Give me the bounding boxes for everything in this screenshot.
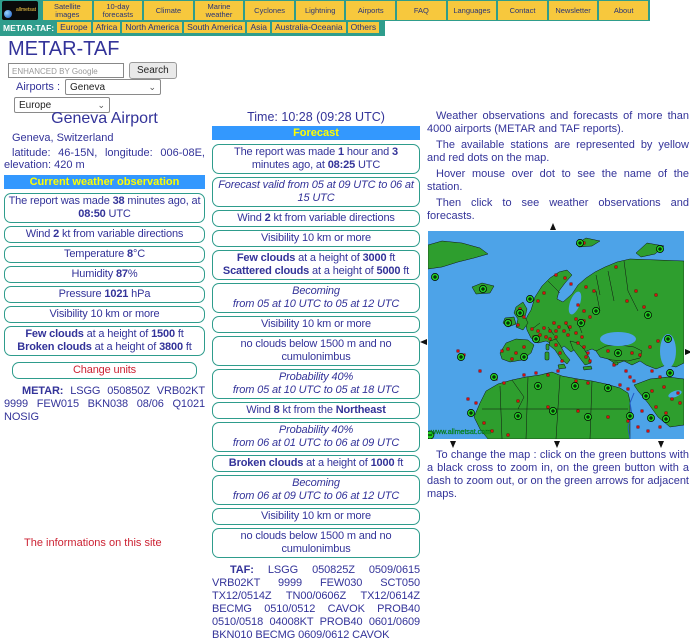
station-dot[interactable] bbox=[569, 326, 571, 328]
nav-button-cyclones[interactable]: Cyclones bbox=[245, 1, 294, 20]
forecast-header: Forecast bbox=[212, 126, 420, 140]
info-paragraph-3: Hover mouse over dot to see the name of the station. bbox=[427, 168, 689, 193]
station-name: Geneva Airport bbox=[51, 110, 158, 127]
nav-button-lightning[interactable]: Lightning bbox=[296, 1, 345, 20]
metar-report bbox=[4, 385, 205, 424]
airport-select-value: Geneva bbox=[70, 81, 106, 93]
station-dot[interactable] bbox=[583, 310, 585, 312]
map-north-arrow[interactable] bbox=[550, 223, 556, 230]
map-zoom-in-button[interactable] bbox=[457, 353, 464, 360]
station-elevation: elevation: 420 m bbox=[4, 159, 85, 171]
station-dot[interactable] bbox=[577, 304, 579, 306]
region-tab-north-america[interactable]: North America bbox=[122, 22, 182, 33]
chevron-down-icon: ⌄ bbox=[148, 81, 157, 92]
region-tab-europe[interactable]: Europe bbox=[57, 22, 90, 33]
map-zoom-in-button[interactable] bbox=[666, 369, 673, 376]
map-east-arrow[interactable] bbox=[685, 349, 690, 355]
forecast-box-9: Probability 40% from 05 at 10 UTC to 05 at 18 UTC bbox=[212, 369, 420, 399]
forecast-boxes bbox=[212, 144, 420, 558]
map-zoom-in-button[interactable] bbox=[571, 382, 578, 389]
station-dot[interactable] bbox=[563, 330, 565, 332]
region-tab-africa[interactable]: Africa bbox=[93, 22, 121, 33]
nav-button-languages[interactable]: Languages bbox=[448, 1, 497, 20]
nav-button-contact[interactable]: Contact bbox=[498, 1, 547, 20]
forecast-box-4: Visibility 10 km or more bbox=[212, 230, 420, 247]
map-zoom-in-button[interactable] bbox=[662, 415, 669, 422]
station-dot[interactable] bbox=[558, 326, 560, 328]
forecast-box-2: Forecast valid from 05 at 09 UTC to 06 at 15 UTC bbox=[212, 177, 420, 207]
station-dot[interactable] bbox=[671, 398, 673, 400]
forecast-box-8: no clouds below 1500 m and no cumulonimbus bbox=[212, 336, 420, 366]
map-zoom-in-button[interactable] bbox=[647, 414, 654, 421]
current-observation-header: Current weather observation bbox=[4, 175, 205, 189]
station-dot[interactable] bbox=[503, 382, 505, 384]
observation-box-2: Wind 2 kt from variable directions bbox=[4, 226, 205, 243]
station-dot[interactable] bbox=[570, 283, 572, 285]
map-zoom-in-button[interactable] bbox=[526, 295, 533, 302]
station-dot[interactable] bbox=[559, 352, 561, 354]
nav-button-faq[interactable]: FAQ bbox=[397, 1, 446, 20]
station-dot[interactable] bbox=[651, 370, 653, 372]
taf-report bbox=[212, 564, 420, 642]
forecast-box-1: The report was made 1 hour and 3 minutes ago, at 08:25 UTC bbox=[212, 144, 420, 174]
map-zoom-in-button[interactable] bbox=[479, 285, 486, 292]
map-zoom-in-button[interactable] bbox=[431, 273, 438, 280]
info-paragraphs bbox=[427, 110, 689, 223]
station-dot[interactable] bbox=[555, 336, 557, 338]
map-south-arrow[interactable] bbox=[554, 441, 560, 448]
map-zoom-in-button[interactable] bbox=[534, 382, 541, 389]
station-dot[interactable] bbox=[593, 290, 595, 292]
station-dot[interactable] bbox=[587, 352, 589, 354]
page-title: METAR-TAF bbox=[8, 38, 120, 60]
station-dot[interactable] bbox=[523, 374, 525, 376]
info-paragraph-2: The available stations are represented by yellow and red dots on the map. bbox=[427, 139, 689, 164]
station-dot[interactable] bbox=[483, 422, 485, 424]
station-dot[interactable] bbox=[607, 350, 609, 352]
map-zoom-in-button[interactable] bbox=[576, 239, 583, 246]
station-dot[interactable] bbox=[589, 360, 591, 362]
map-west-arrow[interactable] bbox=[420, 339, 427, 345]
forecast-box-7: Visibility 10 km or more bbox=[212, 316, 420, 333]
station-dot[interactable] bbox=[655, 406, 657, 408]
forecast-box-15: no clouds below 1500 m and no cumulonimbus bbox=[212, 528, 420, 558]
nav-button-newsletter[interactable]: Newsletter bbox=[549, 1, 598, 20]
metar-label: METAR: bbox=[22, 385, 64, 397]
station-dot[interactable] bbox=[577, 342, 579, 344]
map-zoom-in-button[interactable] bbox=[532, 335, 539, 342]
station-dot[interactable] bbox=[543, 292, 545, 294]
map-zoom-in-button[interactable] bbox=[577, 319, 584, 326]
station-dot[interactable] bbox=[677, 392, 679, 394]
station-dot[interactable] bbox=[607, 416, 609, 418]
station-dot[interactable] bbox=[633, 380, 635, 382]
station-dot[interactable] bbox=[627, 420, 629, 422]
station-dot[interactable] bbox=[531, 328, 533, 330]
map-south-arrow[interactable] bbox=[450, 441, 456, 448]
station-dot[interactable] bbox=[659, 426, 661, 428]
station-dot[interactable] bbox=[547, 374, 549, 376]
nav-button-satellite-images[interactable]: Satellite images bbox=[43, 1, 92, 20]
info-paragraph-1: Weather observations and forecasts of more than 4000 airports (METAR and TAF reports). bbox=[427, 110, 689, 135]
station-dot[interactable] bbox=[585, 356, 587, 358]
map-zoom-in-button[interactable] bbox=[604, 384, 611, 391]
chevron-down-icon: ⌄ bbox=[97, 99, 105, 110]
station-dot[interactable] bbox=[615, 266, 617, 268]
station-dot[interactable] bbox=[575, 332, 577, 334]
airport-selector-row bbox=[16, 79, 161, 95]
map-zoom-in-button[interactable] bbox=[626, 412, 633, 419]
station-dot[interactable] bbox=[523, 316, 525, 318]
map-zoom-in-button[interactable] bbox=[584, 413, 591, 420]
station-dot[interactable] bbox=[517, 324, 519, 326]
station-dot[interactable] bbox=[507, 348, 509, 350]
station-dot[interactable] bbox=[626, 300, 628, 302]
station-dot[interactable] bbox=[631, 352, 633, 354]
map-south-arrow[interactable] bbox=[658, 441, 664, 448]
region-tab-others[interactable]: Others bbox=[348, 22, 380, 33]
station-dot[interactable] bbox=[491, 430, 493, 432]
airports-label: Airports : bbox=[16, 81, 61, 93]
region-tabs bbox=[57, 22, 381, 33]
top-navigation-bar bbox=[0, 0, 650, 21]
map-zoom-in-button[interactable] bbox=[514, 412, 521, 419]
nav-buttons bbox=[41, 1, 648, 20]
station-dot[interactable] bbox=[555, 274, 557, 276]
map-zoom-in-button[interactable] bbox=[549, 407, 556, 414]
station-dot[interactable] bbox=[511, 358, 513, 360]
station-dot[interactable] bbox=[629, 376, 631, 378]
nav-button-10-day-forecasts[interactable]: 10-day forecasts bbox=[94, 1, 143, 20]
map-zoom-in-button[interactable] bbox=[656, 245, 663, 252]
forecast-box-6: Becoming from 05 at 10 UTC to 05 at 12 UTC bbox=[212, 283, 420, 313]
metar-taf-label: METAR-TAF: bbox=[3, 22, 55, 33]
station-dot[interactable] bbox=[585, 286, 587, 288]
forecast-box-12: Broken clouds at a height of 1000 ft bbox=[212, 455, 420, 472]
station-dot[interactable] bbox=[581, 336, 583, 338]
map-column bbox=[427, 110, 689, 504]
station-dot[interactable] bbox=[641, 410, 643, 412]
nav-button-climate[interactable]: Climate bbox=[144, 1, 193, 20]
forecast-box-13: Becoming from 06 at 09 UTC to 06 at 12 UTC bbox=[212, 475, 420, 505]
station-dot[interactable] bbox=[555, 330, 557, 332]
station-dot[interactable] bbox=[539, 334, 541, 336]
station-dot[interactable] bbox=[537, 300, 539, 302]
region-tab-row bbox=[0, 21, 385, 36]
station-dot[interactable] bbox=[587, 382, 589, 384]
station-dot[interactable] bbox=[575, 380, 577, 382]
nav-button-airports[interactable]: Airports bbox=[346, 1, 395, 20]
station-dot[interactable] bbox=[639, 354, 641, 356]
station-dot[interactable] bbox=[523, 346, 525, 348]
station-dot[interactable] bbox=[535, 372, 537, 374]
station-dot[interactable] bbox=[651, 390, 653, 392]
nav-button-marine-weather[interactable]: Marine weather bbox=[195, 1, 244, 20]
map-zoom-in-button[interactable] bbox=[516, 309, 523, 316]
station-dot[interactable] bbox=[517, 400, 519, 402]
footer-disclaimer: The informations on this site bbox=[24, 537, 162, 549]
globe-icon bbox=[4, 10, 12, 18]
map-help-text: To change the map : click on the green buttons with a black cross to zoom in, on the green button with a dash to zoom out, or on the green arrows for adjacent maps. bbox=[427, 449, 689, 500]
map-container bbox=[428, 231, 684, 439]
station-dot[interactable] bbox=[665, 412, 667, 414]
region-select-value: Europe bbox=[19, 99, 52, 111]
station-dot[interactable] bbox=[507, 434, 509, 436]
station-dot[interactable] bbox=[479, 370, 481, 372]
observation-box-4: Humidity 87% bbox=[4, 266, 205, 283]
station-dot[interactable] bbox=[537, 330, 539, 332]
metar-text: LSGG 050850Z VRB02KT 9999 FEW015 BKN038 08/06 Q1021 NOSIG bbox=[4, 385, 205, 423]
info-paragraph-4: Then click to see weather observations and forecasts. bbox=[427, 197, 689, 222]
station-dot[interactable] bbox=[589, 316, 591, 318]
map-zoom-in-button[interactable] bbox=[467, 409, 474, 416]
station-dot[interactable] bbox=[637, 426, 639, 428]
station-dot[interactable] bbox=[547, 406, 549, 408]
station-dot[interactable] bbox=[583, 346, 585, 348]
forecast-box-5: Few clouds at a height of 3000 ft Scattered clouds at a height of 5000 ft bbox=[212, 250, 420, 280]
region-tab-asia[interactable]: Asia bbox=[247, 22, 270, 33]
station-dot[interactable] bbox=[467, 398, 469, 400]
airport-select[interactable] bbox=[65, 79, 161, 95]
station-dot[interactable] bbox=[635, 290, 637, 292]
forecast-box-3: Wind 2 kt from variable directions bbox=[212, 210, 420, 227]
taf-text: LSGG 050825Z 0509/0615 VRB02KT 9999 FEW030 SCT050 TX12/0514Z TN00/0606Z TX12/0614Z BECMG 0510/0512 CAVOK PROB40 0510/0518 04008KT PROB40 0601/0609 BKN010 BECMG 0609/0612 CAVOK bbox=[212, 564, 420, 641]
search-input[interactable] bbox=[8, 63, 124, 78]
map-zoom-in-button[interactable] bbox=[644, 311, 651, 318]
observation-box-5: Pressure 1021 hPa bbox=[4, 286, 205, 303]
station-dot[interactable] bbox=[613, 364, 615, 366]
station-dot[interactable] bbox=[619, 384, 621, 386]
station-dot[interactable] bbox=[549, 338, 551, 340]
observation-box-6: Visibility 10 km or more bbox=[4, 306, 205, 323]
map-zoom-in-button[interactable] bbox=[614, 349, 621, 356]
station-dot[interactable] bbox=[515, 352, 517, 354]
station-dot[interactable] bbox=[557, 370, 559, 372]
change-units-link[interactable]: Change units bbox=[12, 362, 197, 379]
observation-box-3: Temperature 8°C bbox=[4, 246, 205, 263]
station-dot[interactable] bbox=[475, 402, 477, 404]
map-zoom-in-button[interactable] bbox=[592, 307, 599, 314]
forecast-box-14: Visibility 10 km or more bbox=[212, 508, 420, 525]
station-location: Geneva, Switzerland bbox=[12, 132, 114, 144]
map-zoom-in-button[interactable] bbox=[490, 373, 497, 380]
logo-text: allmetsat bbox=[15, 7, 36, 13]
station-dot[interactable] bbox=[649, 346, 651, 348]
station-dot[interactable] bbox=[543, 327, 545, 329]
forecast-box-11: Probability 40% from 06 at 01 UTC to 06 at 09 UTC bbox=[212, 422, 420, 452]
search-button[interactable]: Search bbox=[129, 62, 177, 79]
station-dot[interactable] bbox=[657, 340, 659, 342]
observation-box-1: The report was made 38 minutes ago, at 08:50 UTC bbox=[4, 193, 205, 223]
station-dot[interactable] bbox=[659, 376, 661, 378]
station-dot[interactable] bbox=[564, 277, 566, 279]
taf-label: TAF: bbox=[230, 564, 254, 576]
station-dot[interactable] bbox=[565, 322, 567, 324]
station-dot[interactable] bbox=[625, 370, 627, 372]
allmetsat-logo[interactable] bbox=[2, 1, 38, 20]
nav-button-about[interactable]: About bbox=[599, 1, 648, 20]
region-tab-south-america[interactable]: South America bbox=[184, 22, 245, 33]
map-zoom-in-button[interactable] bbox=[504, 319, 511, 326]
current-time: Time: 10:28 (09:28 UTC) bbox=[247, 110, 385, 124]
search-row bbox=[8, 62, 177, 79]
map-zoom-in-button[interactable] bbox=[664, 335, 671, 342]
station-dot[interactable] bbox=[679, 402, 681, 404]
station-dot[interactable] bbox=[575, 318, 577, 320]
station-dot[interactable] bbox=[457, 350, 459, 352]
station-dot[interactable] bbox=[577, 410, 579, 412]
station-dot[interactable] bbox=[627, 388, 629, 390]
station-dot[interactable] bbox=[561, 360, 563, 362]
observation-box-7: Few clouds at a height of 1500 ft Broken clouds at a height of 3800 ft bbox=[4, 326, 205, 356]
station-dot[interactable] bbox=[655, 294, 657, 296]
map-zoom-in-button[interactable] bbox=[520, 353, 527, 360]
station-dot[interactable] bbox=[549, 330, 551, 332]
station-dot[interactable] bbox=[501, 350, 503, 352]
map-zoom-in-button[interactable] bbox=[642, 392, 649, 399]
forecast-column bbox=[212, 110, 420, 642]
station-dot[interactable] bbox=[643, 306, 645, 308]
station-dot[interactable] bbox=[567, 334, 569, 336]
station-coordinates: latitude: 46-15N, longitude: 006-08E, bbox=[12, 147, 205, 159]
station-dot[interactable] bbox=[553, 322, 555, 324]
station-dot[interactable] bbox=[663, 386, 665, 388]
region-tab-australia-oceania[interactable]: Australia-Oceania bbox=[272, 22, 346, 33]
forecast-box-10: Wind 8 kt from the Northeast bbox=[212, 402, 420, 419]
station-dot[interactable] bbox=[545, 336, 547, 338]
observation-boxes bbox=[4, 193, 205, 356]
map-watermark: www.allmetsat.com bbox=[431, 429, 491, 436]
europe-africa-station-map[interactable] bbox=[428, 231, 684, 439]
station-dot[interactable] bbox=[647, 430, 649, 432]
station-dot[interactable] bbox=[555, 344, 557, 346]
observation-column bbox=[4, 110, 205, 424]
